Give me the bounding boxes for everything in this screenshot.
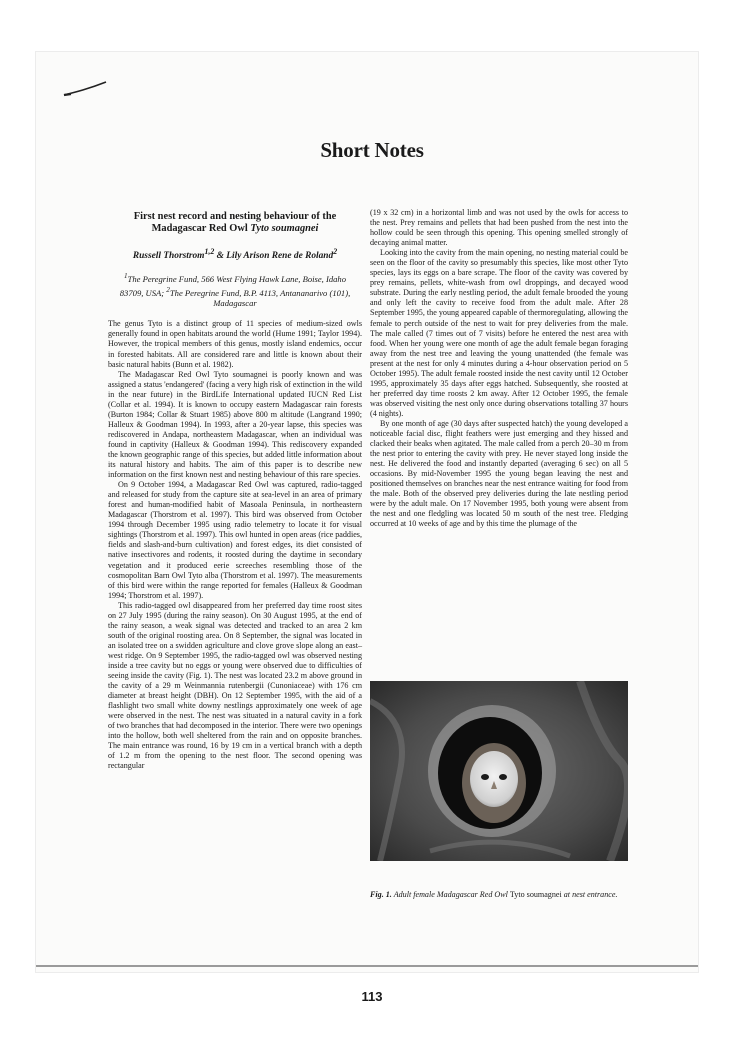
- caption-text: Adult female Madagascar Red Owl: [391, 890, 510, 899]
- body-paragraph: (19 x 32 cm) in a horizontal limb and was not used by the owls for access to the nest. Prey remains and pellets that had been pushed from the nest into the hollow could be seen through this opening. This opening smelled strongly of decaying animal matter.: [370, 208, 628, 248]
- caption-end: at nest entrance.: [561, 890, 618, 899]
- body-paragraph: The Madagascar Red Owl Tyto soumagnei is poorly known and was assigned a status 'endangered' (facing a very high risk of extinction in the wild in the near future) in the BirdLife International updated IUCN Red List (Collar et al. 1994). It is known to occupy eastern Madagascar rain forests (Burton 1984; Collar & Stuart 1985) above 800 m altitude (Langrand 1990; Halleux & Goodman 1994). In 1993, after a 20-year lapse, this species was rediscovered in Andapa, northeastern Madagascar, when an individual was found in captivity (Halleux & Goodman 1994). This rediscovery expanded the known geographic range of this species, but added little information about its natural history and habits. The aim of this paper is to describe new information on the first known nest and nesting behaviour of this rare species.: [108, 369, 362, 480]
- owl-photo: [370, 681, 628, 861]
- title-species: Tyto soumagnei: [250, 223, 319, 234]
- affil-sup-2: 2: [166, 285, 170, 294]
- owl-in-tree-cavity-image: [370, 681, 628, 861]
- author-2: & Lily Arison Rene de Roland: [214, 251, 334, 262]
- author-1-sup: 1,2: [204, 247, 215, 256]
- body-paragraph: This radio-tagged owl disappeared from her preferred day time roost sites on 27 July 1995 (during the rainy season). On 30 August 1995, at the end of the rainy season, a weak signal was detected and tracked to an area 2 km south of the original roosting area. On 8 September, the signal was located in an isolated tree on a swidden agriculture and clove grove slope along an east–west ridge. On 9 September 1995, the radio-tagged owl was observed nesting inside a tree cavity but no eggs or young were observed due to difficulties of seeing inside the cavity (Fig. 1). The nest was located 23.2 m above ground in the cavity of a 29 m Weinmannia rutenbergii (Cunoniaceae) with 176 cm diameter at breast height (DBH). On 12 September 1995, with the aid of a flashlight two small white downy nestlings approximately one week of age were observed in the nest. The nest was situated in a natural cavity in a fork of two branches that had decomposed in the interior. There were two openings into the hollow, both well sheltered from the rain and on opposite branches. The main entrance was round, 16 by 19 cm in a vertical branch with a depth of 1.2 m from the opening to the nest floor. The second opening was rectangular: [108, 600, 362, 771]
- body-paragraph: By one month of age (30 days after suspected hatch) the young developed a noticeable facial disc, flight feathers were just emerging and they hissed and clacked their beaks when agitated. The male called from a perch 20–30 m from the nest prior to entering the cavity with prey. He never stayed long inside the nest. He delivered the food and instantly departed (averaging 6 sec) on all 5 occasions. By mid-November 1995 the young began leaving the nest and positioned themselves on branches near the nest entrance waiting for food from the male. Both of the observed prey deliveries during the late nestling period were by the adult male. On 17 November 1995, both young were absent from the nest and one fledgling was located 50 m south of the nest tree. Fledging occurred at 10 weeks of age and by this time the plumage of the: [370, 418, 628, 529]
- page-number: 113: [361, 989, 383, 1004]
- author-1: Russell Thorstrom: [132, 251, 205, 262]
- affil-sup-1: 1: [123, 272, 128, 281]
- author-line: [108, 247, 362, 261]
- affil-text-1: The Peregrine Fund, 566 West Flying Hawk Lane, Boise, Idaho 83709, USA;: [119, 274, 347, 298]
- section-heading: Short Notes: [320, 138, 424, 162]
- caption-label: Fig. 1.: [370, 890, 392, 899]
- title-line-1: First nest record and nesting behaviour of the: [133, 211, 337, 222]
- affil-text-2: The Peregrine Fund, B.P. 4113, Antananarivo (101), Madagascar: [169, 287, 351, 308]
- page-edge-line: [36, 965, 698, 967]
- caption-species: Tyto soumagnei: [509, 890, 562, 899]
- body-paragraph: Looking into the cavity from the main opening, no nesting material could be seen on the floor of the cavity so presumably this species, like most other Tyto species, lays its eggs on a bare scrape. The floor of the cavity was covered by prey remains, pellets, white-wash from owl droppings, and decayed wood substrate. During the early nestling period, the adult female brooded the young and only left the cavity to receive food from the adult male. After 28 September 1995, the young appeared capable of thermoregulating, allowing the female to perch outside of the nest to wait for prey deliveries from the male. The male called (7 times out of 7 visits) before he entered the nest area with food. When her young were one month of age the adult female began foraging away from the nest tree and leaving the young unattended (the female was present at the nest for only 4 minutes during a 4-hour observation period on 5 October 1995). The adult female roosted inside the nest cavity until 12 October 1995, approximately 35 days after eggs hatched. Subsequently, she roosted at her preferred day time roosts 2 km away. After 12 October 1995, the female was observed visiting the nest only once during observations totalling 37 hours (4 nights).: [370, 248, 628, 418]
- article-title: [108, 211, 362, 235]
- figure-caption: [370, 890, 630, 900]
- body-paragraph: The genus Tyto is a distinct group of 11 species of medium-sized owls generally found in open habitats around the world (Hume 1991; Taylor 1994). However, the tropical members of this genus, mostly island endemics, occur in forested habitats. All are considered rare and little is known about their basic natural habits (Bunn et al. 1982).: [108, 319, 362, 369]
- left-column: [108, 208, 362, 772]
- right-column: [370, 208, 628, 530]
- title-line-2: Madagascar Red Owl: [151, 223, 251, 234]
- affiliations: [108, 271, 362, 308]
- pen-mark-icon: [62, 80, 108, 98]
- body-paragraph: On 9 October 1994, a Madagascar Red Owl was captured, radio-tagged and released for study from the capture site at sea-level in an area of primary forest and human-modified habit of Masoala Peninsula, in northeastern Madagascar (Thorstrom et al. 1997). This bird was observed from October 1994 through December 1995 using radio telemetry to locate it for visual sightings (Thorstrom et al. 1997). This owl hunted in open areas (rice paddies, fields and slash-and-burn cultivation) and forest edges, its diet consisted of native insectivores and rodents, it roosted during the daytime in secondary vegetation and it produced eerie screeches resembling those of the cosmopolitan Barn Owl Tyto alba (Thorstrom et al. 1997). The measurements of this bird were within the range reported for females (Halleux & Goodman 1994; Thorstrom et al. 1997).: [108, 480, 362, 600]
- author-2-sup: 2: [333, 247, 338, 256]
